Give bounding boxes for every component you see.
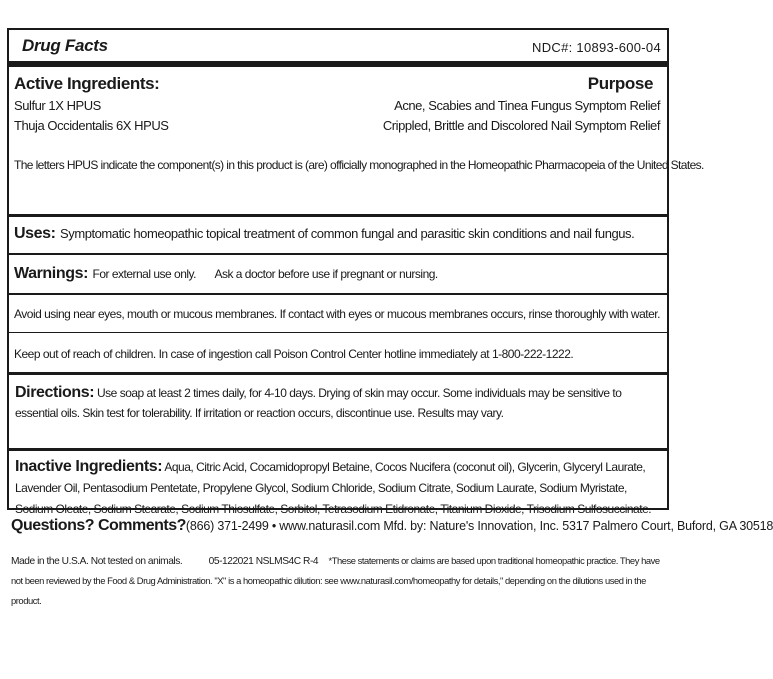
ingredient-purpose: Crippled, Brittle and Discolored Nail Symptom Relief xyxy=(382,118,660,133)
ingredient-name: Thuja Occidentalis 6X HPUS xyxy=(14,118,169,133)
warnings-section xyxy=(9,255,667,295)
footer-notes xyxy=(11,551,673,611)
directions-text: Use soap at least 2 times daily, for 4-10 days. Drying of skin may occur. Some individuals may be sensitive to essential oils. Skin test for tolerability. If irritation or reaction occurs, discontinue use. Results may vary. xyxy=(15,386,622,420)
directions-heading: Directions: xyxy=(15,384,95,401)
drug-facts-title: Drug Facts xyxy=(22,36,108,55)
warnings-text: For external use only. xyxy=(92,267,196,281)
inactive-heading: Inactive Ingredients: xyxy=(15,458,163,475)
made-in-text: Made in the U.S.A. Not tested on animals. xyxy=(11,556,183,567)
inactive-text: Aqua, Citric Acid, Cocamidopropyl Betaine, Cocos Nucifera (coconut oil), Glycerin, Glyceryl Laurate, Lavender Oil, Pentasodium Pentetate, Propylene Glycol, Sodium Chloride, Sodium Citrate, Sodium Laurate, Sodium Myristate, Sodium Oleate, Sodium Stearate, Sodium Thiosulfate, Sorbitol, Tetrasodium Etidronate, Titanium Dioxide, Trisodium Sulfosuccinate. xyxy=(15,460,652,516)
avoid-section xyxy=(9,295,667,333)
ingredient-purpose: Acne, Scabies and Tinea Fungus Symptom Relief xyxy=(394,98,660,113)
hpus-note: The letters HPUS indicate the component(s) in this product is (are) officially monographed in the Homeopathic Pharmacopeia of the United States. xyxy=(14,158,704,172)
questions-line xyxy=(11,517,773,535)
ingredient-name: Sulfur 1X HPUS xyxy=(14,98,101,113)
warnings-heading: Warnings: xyxy=(14,265,89,282)
ndc-number: NDC#: 10893-600-04 xyxy=(532,40,661,55)
questions-heading: Questions? Comments? xyxy=(11,517,186,534)
disclaimer-text: *These statements or claims are based upon traditional homeopathic practice. They have not been reviewed by the Food & Drug Administration. "X" is a homeopathic dilution: see www.naturasil.com/homeopathy for details," depending on the dilutions used in the product. xyxy=(11,555,660,606)
uses-heading: Uses: xyxy=(14,225,56,242)
active-ingredients-section xyxy=(9,67,704,217)
drug-facts-panel xyxy=(7,28,704,516)
drug-facts-header xyxy=(9,30,667,67)
product-code: 05-122021 NSLMS4C R-4 xyxy=(208,556,319,567)
directions-block xyxy=(15,383,661,423)
inactive-block xyxy=(15,456,661,520)
inactive-ingredients-section xyxy=(9,451,667,516)
avoid-text: Avoid using near eyes, mouth or mucous membranes. If contact with eyes or mucous membranes occurs, rinse thoroughly with water. xyxy=(14,307,660,321)
active-ingredients-heading: Active Ingredients: xyxy=(14,74,160,93)
purpose-heading: Purpose xyxy=(587,74,653,93)
keep-out-text: Keep out of reach of children. In case of ingestion call Poison Control Center hotline immediately at 1-800-222-1222. xyxy=(14,347,574,361)
uses-section xyxy=(9,217,667,255)
uses-text: Symptomatic homeopathic topical treatment of common fungal and parasitic skin conditions and nail fungus. xyxy=(60,226,635,241)
warnings-text: Ask a doctor before use if pregnant or nursing. xyxy=(214,267,438,281)
manufacturer-contact: (866) 371-2499 • www.naturasil.com Mfd. by: Nature's Innovation, Inc. 5317 Palmero Court, Buford, GA 30518 xyxy=(185,519,773,533)
directions-section xyxy=(9,375,667,451)
keep-out-of-reach-section xyxy=(9,333,667,375)
